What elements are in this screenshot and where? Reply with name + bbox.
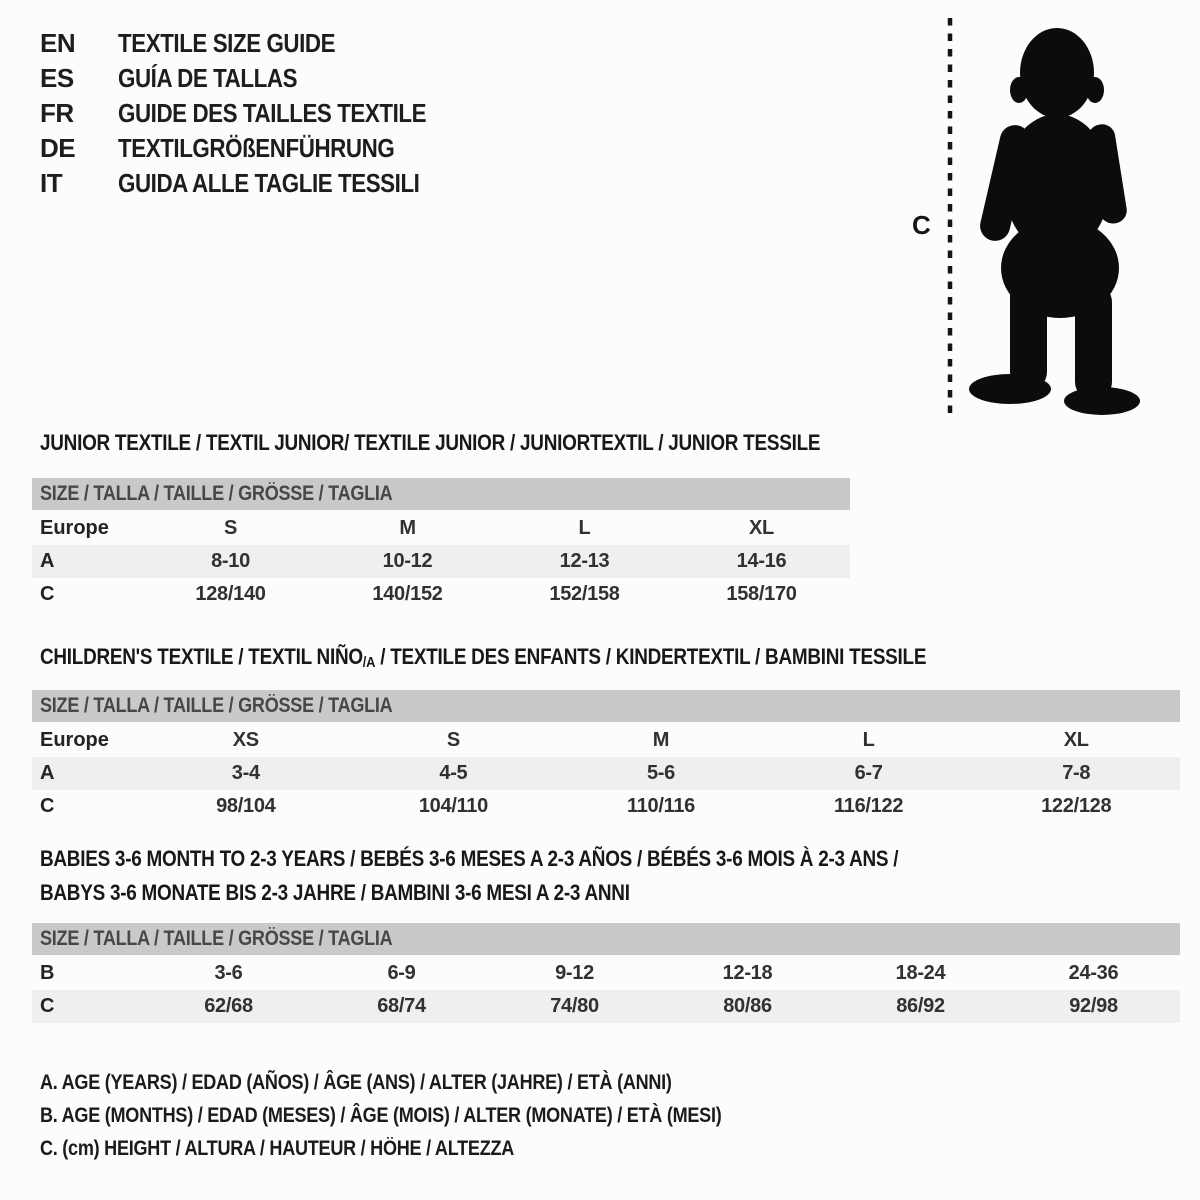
junior-section-title: JUNIOR TEXTILE / TEXTIL JUNIOR/ TEXTILE JUNIOR / JUNIORTEXTIL / JUNIOR TESSILE xyxy=(40,430,821,455)
language-label: TEXTILGRÖßENFÜHRUNG xyxy=(118,133,395,163)
row-label: Europe xyxy=(40,729,109,751)
table-row xyxy=(32,512,850,545)
height-dimension-label: C xyxy=(912,210,931,240)
language-label: GUIDE DES TAILLES TEXTILE xyxy=(118,98,427,128)
cell-value: 92/98 xyxy=(1069,995,1118,1017)
cell-value: 12-13 xyxy=(559,550,610,572)
cell-value: 68/74 xyxy=(377,995,426,1017)
children-title-pre: CHILDREN'S TEXTILE / TEXTIL NIÑO xyxy=(40,644,363,669)
legend-line: B. AGE (MONTHS) / EDAD (MESES) / ÂGE (MOIS) / ALTER (MONATE) / ETÀ (MESI) xyxy=(40,1104,722,1127)
legend xyxy=(40,1066,832,1165)
cell-value: 5-6 xyxy=(646,762,675,784)
language-row xyxy=(40,26,476,61)
junior-size-table xyxy=(32,478,850,611)
cell-value: 6-7 xyxy=(854,762,883,784)
cell-value: 12-18 xyxy=(722,962,773,984)
row-label: A xyxy=(40,550,55,572)
row-label: C xyxy=(40,795,55,817)
row-label: C xyxy=(40,995,55,1017)
cell-value: 158/170 xyxy=(726,583,797,605)
cell-value: 122/128 xyxy=(1041,795,1112,817)
cell-value: 6-9 xyxy=(387,962,416,984)
cell-value: XL xyxy=(749,517,774,539)
language-row xyxy=(40,96,476,131)
language-code: ES xyxy=(40,63,74,93)
size-header-bar xyxy=(32,478,850,510)
language-label: TEXTILE SIZE GUIDE xyxy=(118,28,336,58)
cell-value: 14-16 xyxy=(736,550,787,572)
cell-value: 3-4 xyxy=(231,762,260,784)
cell-value: XL xyxy=(1063,729,1089,751)
table-row xyxy=(32,545,850,578)
table-row xyxy=(32,578,850,611)
size-header-label: SIZE / TALLA / TAILLE / GRÖSSE / TAGLIA xyxy=(40,694,393,717)
cell-value: 74/80 xyxy=(550,995,599,1017)
language-row xyxy=(40,61,476,96)
cell-value: 62/68 xyxy=(204,995,253,1017)
cell-value: M xyxy=(399,517,416,539)
cell-value: 10-12 xyxy=(382,550,433,572)
table-row xyxy=(32,790,1180,823)
babies-section xyxy=(32,842,1180,1023)
table-row xyxy=(32,757,1180,790)
cell-value: S xyxy=(223,517,238,539)
cell-value: 18-24 xyxy=(895,962,946,984)
size-header-bar xyxy=(32,923,1180,955)
cell-value: 116/122 xyxy=(834,795,904,817)
cell-value: 140/152 xyxy=(372,583,443,605)
row-label: A xyxy=(40,762,55,784)
cell-value: 104/110 xyxy=(418,795,488,817)
junior-section xyxy=(32,430,850,611)
table-row xyxy=(32,957,1180,990)
toddler-silhouette-icon xyxy=(920,16,1150,416)
language-row xyxy=(40,131,476,166)
cell-value: 80/86 xyxy=(723,995,772,1017)
language-list xyxy=(40,26,476,201)
children-section-title xyxy=(40,644,1020,671)
row-label: C xyxy=(40,583,55,605)
cell-value: 24-36 xyxy=(1068,962,1119,984)
table-row xyxy=(32,990,1180,1023)
legend-line: A. AGE (YEARS) / EDAD (AÑOS) / ÂGE (ANS) / ALTER (JAHRE) / ETÀ (ANNI) xyxy=(40,1071,672,1094)
cell-value: 98/104 xyxy=(216,795,276,817)
legend-line: C. (cm) HEIGHT / ALTURA / HAUTEUR / HÖHE / ALTEZZA xyxy=(40,1137,515,1160)
babies-section-title-line1: BABIES 3-6 MONTH TO 2-3 YEARS / BEBÉS 3-6 MESES A 2-3 AÑOS / BÉBÉS 3-6 MOIS À 2-3 ANS / xyxy=(40,846,899,871)
cell-value: 3-6 xyxy=(214,962,243,984)
language-code: EN xyxy=(40,28,76,58)
table-row xyxy=(32,724,1180,757)
size-header-label: SIZE / TALLA / TAILLE / GRÖSSE / TAGLIA xyxy=(40,482,393,505)
cell-value: M xyxy=(652,729,670,751)
cell-value: 7-8 xyxy=(1062,762,1091,784)
children-title-post: / TEXTILE DES ENFANTS / KINDERTEXTIL / BAMBINI TESSILE xyxy=(375,644,927,669)
cell-value: 9-12 xyxy=(555,962,594,984)
babies-size-table xyxy=(32,923,1180,1023)
row-label: Europe xyxy=(40,517,109,539)
cell-value: XS xyxy=(232,729,259,751)
size-header-bar xyxy=(32,690,1180,722)
row-label: B xyxy=(40,962,55,984)
language-code: FR xyxy=(40,98,74,128)
cell-value: 8-10 xyxy=(211,550,250,572)
cell-value: 152/158 xyxy=(549,583,620,605)
size-header-label: SIZE / TALLA / TAILLE / GRÖSSE / TAGLIA xyxy=(40,927,393,950)
children-size-table xyxy=(32,690,1180,823)
language-label: GUÍA DE TALLAS xyxy=(118,63,298,93)
cell-value: L xyxy=(862,729,875,751)
cell-value: 128/140 xyxy=(195,583,266,605)
babies-section-title-line2: BABYS 3-6 MONATE BIS 2-3 JAHRE / BAMBINI 3-6 MESI A 2-3 ANNI xyxy=(40,880,630,905)
language-code: DE xyxy=(40,133,76,163)
cell-value: 4-5 xyxy=(439,762,468,784)
cell-value: 110/116 xyxy=(626,795,695,817)
children-title-sub: /A xyxy=(362,654,376,671)
cell-value: S xyxy=(446,729,460,751)
cell-value: L xyxy=(578,517,591,539)
cell-value: 86/92 xyxy=(896,995,945,1017)
language-label: GUIDA ALLE TAGLIE TESSILI xyxy=(118,168,420,198)
language-code: IT xyxy=(40,168,63,198)
children-section xyxy=(32,644,1180,823)
language-row xyxy=(40,166,476,201)
